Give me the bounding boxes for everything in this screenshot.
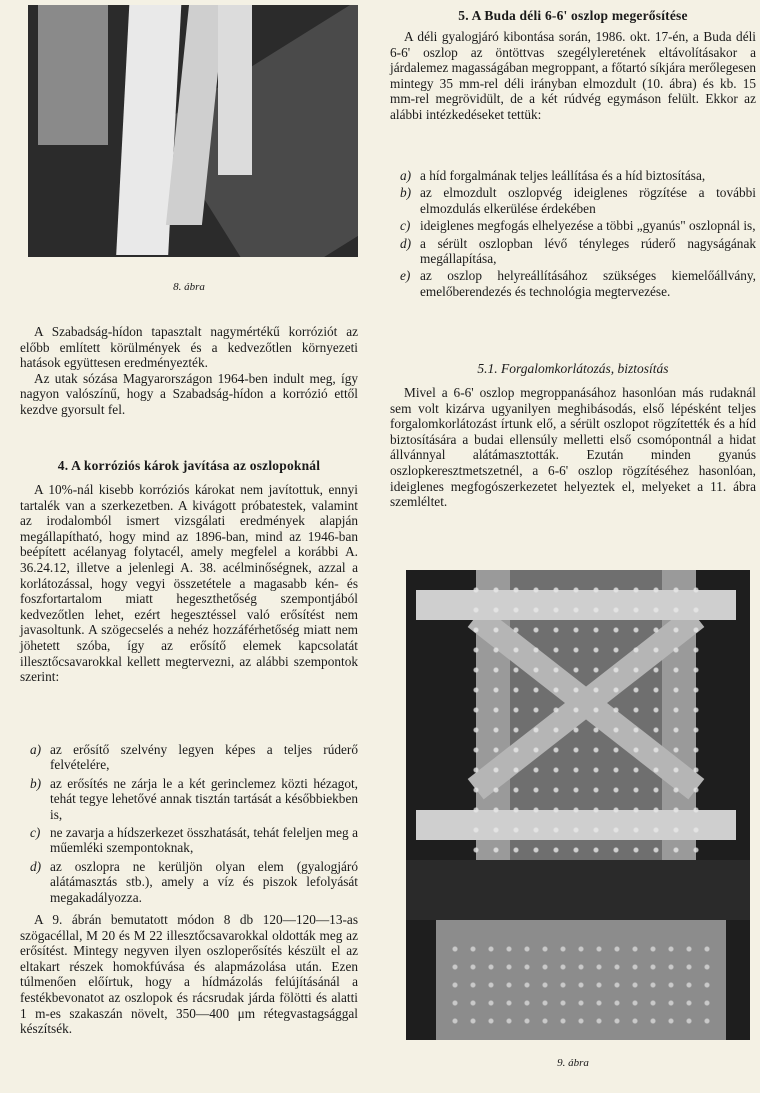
list-item: c) ne zavarja a hídszerkezet összhatását, tehát feleljen meg a műemléki szempontoknak, bbox=[30, 825, 358, 856]
paragraph: A 9. ábrán bemutatott módon 8 db 120—120—13-as szögacéllal, M 20 és M 22 illesztőcsavarokkal oldották meg az erősítést. Mintegy negyven ilyen oszloperősítés készült el az eltakart részek homokfúvása és alapmázolása után. Ezen túlmenően előírtuk, hogy a hídmázolás felújításánál a festékbevonatot az oszlopok és rácsrudak járda fölötti és alatti 1 m-es szakaszán növelt, 350—400 μm rétegvastagsággal készítsék. bbox=[20, 912, 358, 1037]
list-item: c) ideiglenes megfogás elhelyezése a többi „gyanús" oszlopnál is, bbox=[400, 218, 756, 234]
list-item: b) az elmozdult oszlopvég ideiglenes rögzítése a további elmozdulás elkerülése érdekében bbox=[400, 185, 756, 216]
section-heading-5: 5. A Buda déli 6-6' oszlop megerősítése bbox=[458, 8, 688, 23]
section-heading-4: 4. A korróziós károk javítása az oszlopoknál bbox=[57, 458, 321, 473]
list-item: d) a sérült oszlopban lévő tényleges rúderő nagyságának megállapítása, bbox=[400, 235, 756, 267]
list-item: a) az erősítő szelvény legyen képes a teljes rúderő felvételére, bbox=[30, 742, 358, 773]
paragraph: Mivel a 6-6' oszlop megroppanásához hasonlóan más rudaknál sem volt kizárva ugyanilyen meghibásodás, első lépésként teljes forgalomkorlátozást írtunk elő, a sérült oszlopot rögzítették és a híd biztosítására a budai ellensúly melletti első csomópontnál a hidat állvánnyal alátámasztották. Ezután minden gyanús oszlopkeresztmetszetnél, a 6-6' oszlop rögzítéséhez hasonlóan, ideiglenes megfogószerkezetet helyeztek el, melyeket a 11. ábra szemléltet. bbox=[390, 385, 756, 510]
subsection-heading-5-1: 5.1. Forgalomkorlátozás, biztosítás bbox=[477, 361, 669, 376]
list-item: d) az oszlopra ne kerüljön olyan elem (gyalogjáró alátámasztás stb.), amely a víz és piszok lefolyását megakadályozza. bbox=[30, 858, 358, 905]
figure-8-photo bbox=[28, 5, 358, 257]
criteria-list bbox=[20, 742, 358, 905]
paragraph: Az utak sózása Magyarországon 1964-ben indult meg, így nagyon valószínű, hogy a Szabadság-hídon a korrózió ettől kezdve gyorsult fel. bbox=[20, 370, 358, 417]
list-item: a) a híd forgalmának teljes leállítása és a híd biztosítása, bbox=[400, 168, 706, 183]
figure-9-photo bbox=[406, 570, 750, 1040]
figure-8-caption: 8. ábra bbox=[173, 281, 205, 293]
list-item: b) az erősítés ne zárja le a két gerinclemez közti hézagot, tehát tegye lehetővé annak tisztán tartását a későbbiekben is, bbox=[30, 775, 358, 822]
paragraph: A déli gyalogjáró kibontása során, 1986. okt. 17-én, a Buda déli 6-6' oszlop az öntöttvas szegélyleretének eltávolításakor a járdalemez magasságában megroppant, a főtartó síkjára merőlegesen mintegy 35 mm-rel déli irányban elmozdult (10. ábra) és kb. 15 mm-rel megrövidült, de a két rúdvég egymáson felült. Ekkor az alábbi intézkedéseket tettük: bbox=[390, 29, 756, 122]
measures-list bbox=[390, 168, 756, 299]
list-item: e) az oszlop helyreállításához szükséges kiemelőállvány, emelőberendezés és technológia megtervezése. bbox=[400, 268, 756, 299]
paragraph: A Szabadság-hídon tapasztalt nagymértékű korróziót az előbb említett körülmények és a kedvezőtlen környezeti hatások együttesen eredményezték. bbox=[20, 324, 358, 371]
paragraph: A 10%-nál kisebb korróziós károkat nem javítottuk, ennyi tartalék van a szerkezetben. A kivágott próbatestek, valamint az irodalomból ismert vizsgálati eredmények alapján megállapítható, hogy mind az 1896-ban, mind az 1946-ban beépített acélanyag folytacél, amely megfelel a korábbi A. 36.24.12, illetve a jelenlegi A. 38. acélminőségnek, azzal a korlátozással, hogy vegyi összetétele a magasabb kén- és foszfortartalom miatt hegeszthetőség szempontjából kedvezőtlen lehet, ezért hegesztéssel való erősítést nem javasoltunk. A szögecselés a nehéz hozzáférhetőség miatt nem jöhetett szóba, így az erősítő elemek kapcsolatát illesztőcsavarokkal kellett megtervezni, az alábbi szempontok szerint: bbox=[20, 482, 358, 685]
figure-9-caption: 9. ábra bbox=[557, 1057, 589, 1069]
